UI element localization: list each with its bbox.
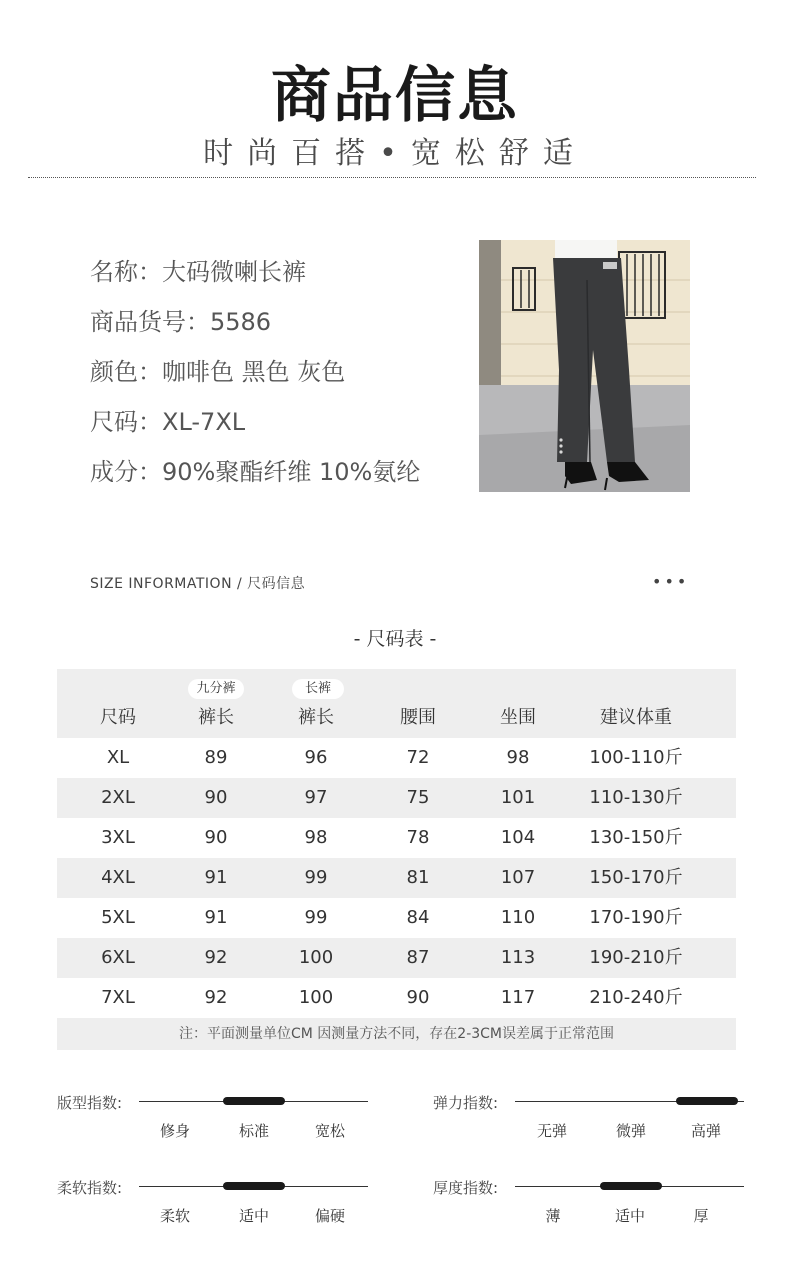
index-option: 宽松 (314, 1122, 345, 1140)
cell-weight: 170-190斤 (589, 907, 683, 928)
index-selected-marker (223, 1097, 285, 1105)
cell-waist: 72 (406, 747, 430, 768)
col-header-length-long: 裤长 (298, 707, 334, 728)
table-row (57, 778, 736, 818)
cell-length-long: 100 (298, 947, 334, 968)
cell-size: 5XL (101, 907, 135, 928)
table-row (57, 818, 736, 858)
cell-waist: 75 (406, 787, 430, 808)
index-elasticity (433, 1092, 753, 1152)
index-option: 修身 (159, 1122, 190, 1140)
pill-long: 长裤 (292, 679, 344, 699)
index-softness (57, 1177, 377, 1237)
cell-length-cropped: 90 (204, 827, 228, 848)
index-option: 柔软 (159, 1207, 190, 1225)
cell-hip: 107 (500, 867, 536, 888)
table-row (57, 738, 736, 778)
product-info (90, 255, 420, 505)
page-subtitle: 时尚百搭•宽松舒适 (203, 136, 587, 171)
cell-weight: 150-170斤 (589, 867, 683, 888)
cell-length-long: 99 (304, 907, 328, 928)
cell-size: 3XL (101, 827, 135, 848)
product-colors: 颜色：咖啡色 黑色 灰色 (90, 358, 346, 386)
index-option: 无弹 (536, 1122, 567, 1140)
pill-cropped: 九分裤 (188, 679, 244, 699)
cell-hip: 110 (500, 907, 536, 928)
size-table (57, 669, 736, 1050)
cell-length-long: 99 (304, 867, 328, 888)
index-selected-marker (223, 1182, 285, 1190)
cell-length-cropped: 91 (204, 867, 228, 888)
index-option: 适中 (238, 1207, 269, 1225)
size-table-title: - 尺码表 - (353, 628, 437, 650)
index-option: 微弹 (615, 1122, 646, 1140)
cell-length-long: 96 (304, 747, 328, 768)
table-row (57, 978, 736, 1018)
cell-length-cropped: 92 (204, 987, 228, 1008)
cell-waist: 90 (406, 987, 430, 1008)
col-header-size: 尺码 (100, 707, 136, 728)
cell-size: 4XL (101, 867, 135, 888)
cell-size: 6XL (101, 947, 135, 968)
col-header-length-cropped: 裤长 (198, 707, 234, 728)
cell-weight: 100-110斤 (589, 747, 683, 768)
cell-hip: 104 (500, 827, 536, 848)
index-option: 偏硬 (314, 1207, 345, 1225)
index-fit (57, 1092, 377, 1152)
cell-length-long: 97 (304, 787, 328, 808)
index-option: 标准 (238, 1122, 269, 1140)
cell-length-long: 98 (304, 827, 328, 848)
cell-length-cropped: 90 (204, 787, 228, 808)
cell-weight: 190-210斤 (589, 947, 683, 968)
index-option: 高弹 (690, 1122, 721, 1140)
page-title: 商品信息 (271, 61, 519, 131)
size-info-heading: SIZE INFORMATION / 尺码信息 (90, 576, 306, 592)
cell-weight: 110-130斤 (589, 787, 683, 808)
cell-length-cropped: 92 (204, 947, 228, 968)
product-name: 名称：大码微喇长裤 (90, 258, 306, 286)
cell-waist: 87 (406, 947, 430, 968)
cell-weight: 210-240斤 (589, 987, 683, 1008)
cell-length-cropped: 91 (204, 907, 228, 928)
product-sizes: 尺码：XL-7XL (90, 408, 246, 436)
cell-weight: 130-150斤 (589, 827, 683, 848)
index-option: 薄 (545, 1207, 561, 1225)
index-label: 弹力指数: (433, 1094, 499, 1112)
product-sku: 商品货号：5586 (90, 308, 272, 336)
index-label: 柔软指数: (57, 1179, 123, 1197)
index-selected-marker (600, 1182, 662, 1190)
cell-hip: 117 (500, 987, 536, 1008)
cell-waist: 78 (406, 827, 430, 848)
cell-size: 7XL (101, 987, 135, 1008)
index-label: 厚度指数: (433, 1179, 499, 1197)
cell-hip: 98 (506, 747, 530, 768)
table-row (57, 898, 736, 938)
cell-waist: 81 (406, 867, 430, 888)
measurement-note: 注：平面测量单位CM 因测量方法不同，存在2-3CM误差属于正常范围 (57, 1018, 736, 1050)
table-row (57, 858, 736, 898)
index-thickness (433, 1177, 753, 1237)
product-material: 成分：90%聚酯纤维 10%氨纶 (90, 458, 421, 486)
index-option: 适中 (614, 1207, 645, 1225)
dotted-divider (28, 177, 756, 178)
cell-waist: 84 (406, 907, 430, 928)
index-label: 版型指数: (57, 1094, 123, 1112)
product-photo (479, 240, 690, 492)
col-header-hip: 坐围 (500, 707, 536, 728)
index-selected-marker (676, 1097, 738, 1105)
cell-size: 2XL (101, 787, 135, 808)
table-header (57, 669, 736, 738)
cell-size: XL (106, 747, 130, 768)
more-dots-icon: ••• (652, 572, 690, 591)
col-header-waist: 腰围 (400, 707, 436, 728)
cell-length-long: 100 (298, 987, 334, 1008)
cell-hip: 113 (500, 947, 536, 968)
cell-length-cropped: 89 (204, 747, 228, 768)
index-option: 厚 (693, 1207, 709, 1225)
col-header-weight: 建议体重 (600, 707, 672, 728)
table-row (57, 938, 736, 978)
cell-hip: 101 (500, 787, 536, 808)
